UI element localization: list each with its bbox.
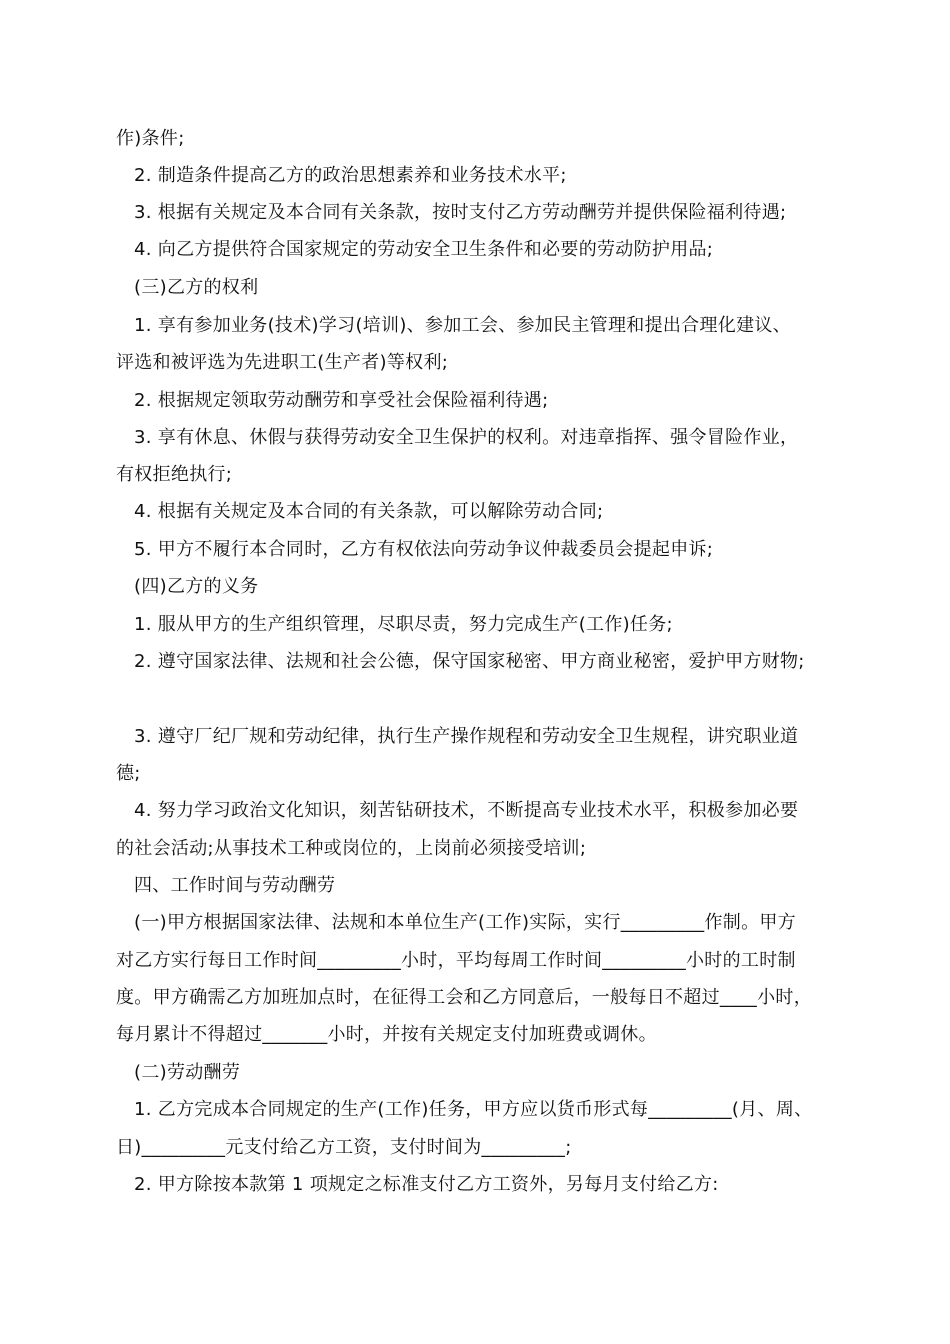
text-line: 2. 遵守国家法律、法规和社会公德，保守国家秘密、甲方商业秘密，爱护甲方财物; (134, 651, 805, 672)
text-line: 4. 努力学习政治文化知识，刻苦钻研技术，不断提高专业技术水平，积极参加必要 (134, 800, 799, 821)
text-line: 德; (116, 763, 141, 784)
text-line: 评选和被评选为先进职工(生产者)等权利; (116, 352, 449, 373)
text-line: 5. 甲方不履行本合同时，乙方有权依法向劳动争议仲裁委员会提起申诉; (134, 539, 714, 560)
text-line: 3. 遵守厂纪厂规和劳动纪律，执行生产操作规程和劳动安全卫生规程，讲究职业道 (134, 726, 799, 747)
text-line: 2. 甲方除按本款第 1 项规定之标准支付乙方工资外，另每月支付给乙方: (134, 1174, 719, 1195)
text-line: 度。甲方确需乙方加班加点时，在征得工会和乙方同意后，一般每日不超过____小时， (116, 987, 812, 1008)
section-heading: (四)乙方的义务 (134, 576, 259, 597)
text-line: 1. 乙方完成本合同规定的生产(工作)任务，甲方应以货币形式每_________(月、周、 (134, 1099, 813, 1120)
section-heading: 四、工作时间与劳动酬劳 (134, 875, 336, 896)
text-line: 每月累计不得超过_______小时，并按有关规定支付加班费或调休。 (116, 1024, 657, 1045)
section-heading: (三)乙方的权利 (134, 277, 259, 298)
text-line: 作)条件; (116, 128, 185, 149)
text-line: 4. 向乙方提供符合国家规定的劳动安全卫生条件和必要的劳动防护用品; (134, 239, 714, 260)
text-line: 日)_________元支付给乙方工资，支付时间为_________; (116, 1137, 572, 1158)
text-line: 1. 享有参加业务(技术)学习(培训)、参加工会、参加民主管理和提出合理化建议、 (134, 315, 791, 336)
text-line: 的社会活动;从事技术工种或岗位的，上岗前必须接受培训; (116, 838, 587, 859)
text-line: 对乙方实行每日工作时间_________小时，平均每周工作时间_________小时的工时制 (116, 950, 796, 971)
text-line: 1. 服从甲方的生产组织管理，尽职尽责，努力完成生产(工作)任务; (134, 614, 673, 635)
text-line: 2. 制造条件提高乙方的政治思想素养和业务技术水平; (134, 165, 567, 186)
text-line: 有权拒绝执行; (116, 464, 233, 485)
text-line: 3. 根据有关规定及本合同有关条款，按时支付乙方劳动酬劳并提供保险福利待遇; (134, 202, 787, 223)
section-heading: (二)劳动酬劳 (134, 1062, 241, 1083)
text-line: 2. 根据规定领取劳动酬劳和享受社会保险福利待遇; (134, 390, 549, 411)
text-line: 4. 根据有关规定及本合同的有关条款，可以解除劳动合同; (134, 501, 604, 522)
text-line: (一)甲方根据国家法律、法规和本单位生产(工作)实际，实行_________作制。甲方 (134, 912, 796, 933)
text-line: 3. 享有休息、休假与获得劳动安全卫生保护的权利。对违章指挥、强令冒险作业， (134, 427, 799, 448)
